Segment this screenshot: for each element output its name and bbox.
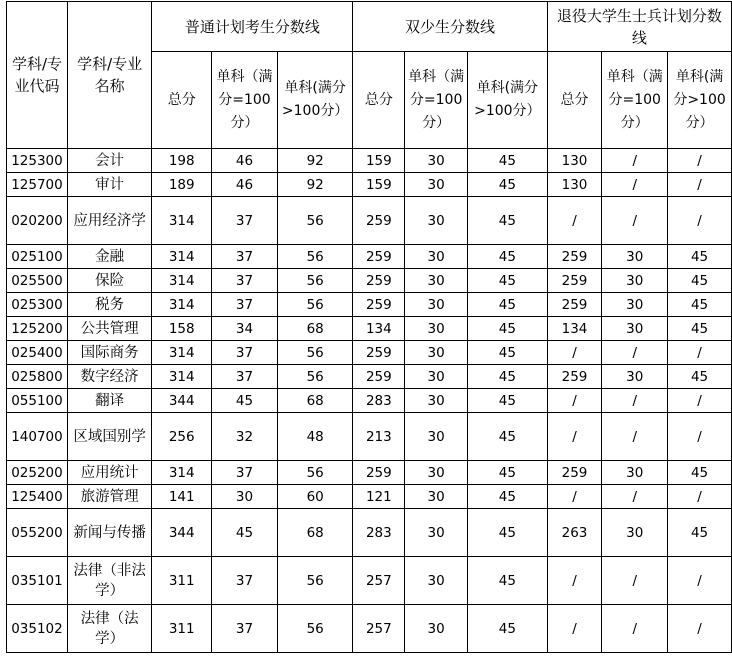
- major-code-cell: 025100: [7, 245, 68, 269]
- score-cell: 37: [212, 269, 278, 293]
- score-cell: 314: [152, 245, 212, 269]
- score-cell: 259: [353, 365, 405, 389]
- score-cell: 259: [353, 269, 405, 293]
- score-cell: 92: [277, 149, 353, 173]
- score-cell: 48: [277, 413, 353, 461]
- score-cell: 189: [152, 173, 212, 197]
- score-cell: 30: [405, 269, 468, 293]
- score-cell: 56: [277, 461, 353, 485]
- score-cell: 45: [468, 293, 548, 317]
- score-cell: 259: [353, 341, 405, 365]
- score-cell: 30: [405, 149, 468, 173]
- score-cell: 45: [668, 509, 732, 557]
- score-cell: 37: [212, 293, 278, 317]
- table-row: [7, 317, 732, 341]
- score-cell: 259: [547, 245, 602, 269]
- major-name-cell: 数字经济: [67, 365, 151, 389]
- score-cell: 30: [405, 509, 468, 557]
- table-row: [7, 293, 732, 317]
- score-cell: 30: [405, 557, 468, 605]
- score-cell: 283: [353, 389, 405, 413]
- score-cell: 56: [277, 197, 353, 245]
- major-name-cell: 公共管理: [67, 317, 151, 341]
- score-cell: 92: [277, 173, 353, 197]
- score-cell: 46: [212, 173, 278, 197]
- score-cell: 134: [547, 317, 602, 341]
- major-code-cell: 025400: [7, 341, 68, 365]
- table-row: [7, 269, 732, 293]
- score-cell: 45: [468, 389, 548, 413]
- score-cell: 263: [547, 509, 602, 557]
- table-row: [7, 197, 732, 245]
- score-cell: /: [668, 341, 732, 365]
- major-code-cell: 055100: [7, 389, 68, 413]
- major-name-cell: 金融: [67, 245, 151, 269]
- score-cell: /: [668, 485, 732, 509]
- sub-header-single-gt100: 单科(满分>100分）: [277, 52, 353, 149]
- score-cell: 60: [277, 485, 353, 509]
- score-cell: /: [602, 173, 668, 197]
- score-cell: /: [602, 557, 668, 605]
- score-cell: 30: [405, 461, 468, 485]
- score-cell: 30: [602, 509, 668, 557]
- score-cell: 30: [212, 485, 278, 509]
- major-code-cell: 025200: [7, 461, 68, 485]
- score-cell: 56: [277, 293, 353, 317]
- score-cell: 30: [602, 245, 668, 269]
- score-cell: 30: [602, 461, 668, 485]
- score-cell: 259: [547, 365, 602, 389]
- score-cell: 45: [468, 557, 548, 605]
- score-cell: 45: [468, 485, 548, 509]
- score-cell: 56: [277, 245, 353, 269]
- score-cell: /: [547, 557, 602, 605]
- sub-header-single-100: 单科（满分=100分）: [602, 52, 668, 149]
- score-cell: 46: [212, 149, 278, 173]
- code-col-header: 学科/专业代码: [7, 2, 68, 149]
- score-cell: /: [602, 389, 668, 413]
- table-row: [7, 149, 732, 173]
- sub-header-single-gt100: 单科(满分>100分）: [468, 52, 548, 149]
- score-cell: 37: [212, 605, 278, 653]
- score-cell: 45: [468, 605, 548, 653]
- major-code-cell: 025300: [7, 293, 68, 317]
- score-cell: 37: [212, 461, 278, 485]
- score-cell: 45: [468, 461, 548, 485]
- score-cell: 34: [212, 317, 278, 341]
- score-cell: 30: [405, 293, 468, 317]
- score-cell: 257: [353, 605, 405, 653]
- sub-header-total: 总分: [152, 52, 212, 149]
- table-row: [7, 341, 732, 365]
- score-cell: 30: [405, 197, 468, 245]
- score-cell: 45: [668, 293, 732, 317]
- score-cell: 259: [353, 293, 405, 317]
- score-cell: 45: [668, 365, 732, 389]
- major-name-cell: 税务: [67, 293, 151, 317]
- table-row: [7, 173, 732, 197]
- group-header-regular: 普通计划考生分数线: [152, 2, 353, 52]
- score-cell: 45: [468, 413, 548, 461]
- table-row: [7, 413, 732, 461]
- score-cell: 130: [547, 173, 602, 197]
- table-row: [7, 485, 732, 509]
- score-cell: 30: [602, 365, 668, 389]
- score-cell: /: [668, 605, 732, 653]
- score-cell: 68: [277, 389, 353, 413]
- major-name-cell: 应用经济学: [67, 197, 151, 245]
- score-cell: 259: [547, 269, 602, 293]
- score-cell: 130: [547, 149, 602, 173]
- score-cell: 45: [468, 341, 548, 365]
- score-cell: 30: [405, 365, 468, 389]
- major-code-cell: 125200: [7, 317, 68, 341]
- major-code-cell: 125300: [7, 149, 68, 173]
- score-cell: 30: [405, 485, 468, 509]
- score-cell: 158: [152, 317, 212, 341]
- score-cell: /: [668, 173, 732, 197]
- score-cell: 314: [152, 341, 212, 365]
- score-cell: 37: [212, 341, 278, 365]
- score-cell: 314: [152, 197, 212, 245]
- table-row: [7, 605, 732, 653]
- score-cell: 30: [602, 317, 668, 341]
- score-cell: 45: [668, 317, 732, 341]
- score-cell: 45: [468, 149, 548, 173]
- major-name-cell: 审计: [67, 173, 151, 197]
- score-cell: 45: [468, 197, 548, 245]
- score-cell: 68: [277, 317, 353, 341]
- table-body: [7, 149, 732, 653]
- score-cell: 56: [277, 341, 353, 365]
- score-cell: 311: [152, 605, 212, 653]
- major-code-cell: 035102: [7, 605, 68, 653]
- score-cell: 121: [353, 485, 405, 509]
- major-code-cell: 125400: [7, 485, 68, 509]
- score-cell: /: [668, 197, 732, 245]
- sub-header-single-100: 单科（满分=100分）: [212, 52, 278, 149]
- score-cell: 256: [152, 413, 212, 461]
- score-cell: 45: [668, 461, 732, 485]
- table-row: [7, 461, 732, 485]
- score-cell: 30: [405, 317, 468, 341]
- score-cell: /: [602, 485, 668, 509]
- score-cell: 344: [152, 389, 212, 413]
- table-row: [7, 245, 732, 269]
- score-cell: 311: [152, 557, 212, 605]
- score-cell: 37: [212, 557, 278, 605]
- score-cell: 56: [277, 269, 353, 293]
- score-cell: /: [547, 389, 602, 413]
- score-cell: 30: [405, 245, 468, 269]
- score-cell: /: [602, 197, 668, 245]
- score-cell: /: [602, 605, 668, 653]
- score-cell: 56: [277, 365, 353, 389]
- table-row: [7, 365, 732, 389]
- table-row: [7, 557, 732, 605]
- table-row: [7, 509, 732, 557]
- score-cell: 259: [547, 461, 602, 485]
- score-cell: /: [668, 389, 732, 413]
- major-code-cell: 140700: [7, 413, 68, 461]
- score-cell: /: [668, 149, 732, 173]
- score-cell: 141: [152, 485, 212, 509]
- score-cell: 32: [212, 413, 278, 461]
- score-cell: 159: [353, 149, 405, 173]
- major-code-cell: 035101: [7, 557, 68, 605]
- score-cell: 314: [152, 365, 212, 389]
- score-cell: /: [668, 413, 732, 461]
- score-cell: 198: [152, 149, 212, 173]
- score-cell: 56: [277, 605, 353, 653]
- major-name-cell: 保险: [67, 269, 151, 293]
- major-code-cell: 055200: [7, 509, 68, 557]
- score-cell: 45: [212, 509, 278, 557]
- score-cell: 30: [405, 605, 468, 653]
- group-header-minority: 双少生分数线: [353, 2, 547, 52]
- score-cell: /: [547, 485, 602, 509]
- score-cell: 30: [602, 269, 668, 293]
- score-cell: /: [602, 341, 668, 365]
- major-code-cell: 025500: [7, 269, 68, 293]
- major-name-cell: 国际商务: [67, 341, 151, 365]
- sub-header-single-100: 单科（满分=100分）: [405, 52, 468, 149]
- header-row-groups: [7, 2, 732, 52]
- score-cell: 45: [468, 269, 548, 293]
- score-cell: 45: [468, 173, 548, 197]
- score-cell: 30: [405, 173, 468, 197]
- score-cell: 45: [668, 245, 732, 269]
- score-cell: 56: [277, 557, 353, 605]
- score-cell: /: [547, 341, 602, 365]
- score-cell: 259: [353, 461, 405, 485]
- score-cell: 45: [668, 269, 732, 293]
- major-name-cell: 新闻与传播: [67, 509, 151, 557]
- major-name-cell: 法律（非法学）: [67, 557, 151, 605]
- score-cell: 37: [212, 197, 278, 245]
- score-cell: 314: [152, 269, 212, 293]
- score-cell: 259: [353, 245, 405, 269]
- score-cell: 45: [468, 317, 548, 341]
- table-row: [7, 389, 732, 413]
- score-cell: 68: [277, 509, 353, 557]
- score-cell: /: [668, 557, 732, 605]
- major-code-cell: 025800: [7, 365, 68, 389]
- score-cell: 37: [212, 245, 278, 269]
- name-col-header: 学科/专业名称: [67, 2, 151, 149]
- major-name-cell: 旅游管理: [67, 485, 151, 509]
- score-cell: 30: [405, 341, 468, 365]
- score-cell: 30: [602, 293, 668, 317]
- score-cell: 37: [212, 365, 278, 389]
- score-cell: 134: [353, 317, 405, 341]
- score-cell: 259: [353, 197, 405, 245]
- score-cell: /: [602, 149, 668, 173]
- major-name-cell: 会计: [67, 149, 151, 173]
- major-name-cell: 区域国别学: [67, 413, 151, 461]
- sub-header-total: 总分: [547, 52, 602, 149]
- score-cell: /: [547, 413, 602, 461]
- score-cell: 344: [152, 509, 212, 557]
- sub-header-single-gt100: 单科(满分>100分）: [668, 52, 732, 149]
- score-cell: 30: [405, 389, 468, 413]
- score-cell: 30: [405, 413, 468, 461]
- score-cell: 45: [468, 245, 548, 269]
- major-name-cell: 法律（法学）: [67, 605, 151, 653]
- score-cell: 213: [353, 413, 405, 461]
- score-cell: 259: [547, 293, 602, 317]
- score-cell: 257: [353, 557, 405, 605]
- score-cell: 283: [353, 509, 405, 557]
- group-header-veteran: 退役大学生士兵计划分数线: [547, 2, 731, 52]
- score-cell: 314: [152, 293, 212, 317]
- score-cell: 45: [468, 365, 548, 389]
- sub-header-total: 总分: [353, 52, 405, 149]
- major-code-cell: 125700: [7, 173, 68, 197]
- score-table: [6, 1, 732, 653]
- score-cell: 45: [468, 509, 548, 557]
- score-cell: /: [547, 605, 602, 653]
- score-cell: 45: [212, 389, 278, 413]
- score-cell: 159: [353, 173, 405, 197]
- major-name-cell: 翻译: [67, 389, 151, 413]
- score-cell: /: [602, 413, 668, 461]
- score-cell: 314: [152, 461, 212, 485]
- major-name-cell: 应用统计: [67, 461, 151, 485]
- major-code-cell: 020200: [7, 197, 68, 245]
- score-cell: /: [547, 197, 602, 245]
